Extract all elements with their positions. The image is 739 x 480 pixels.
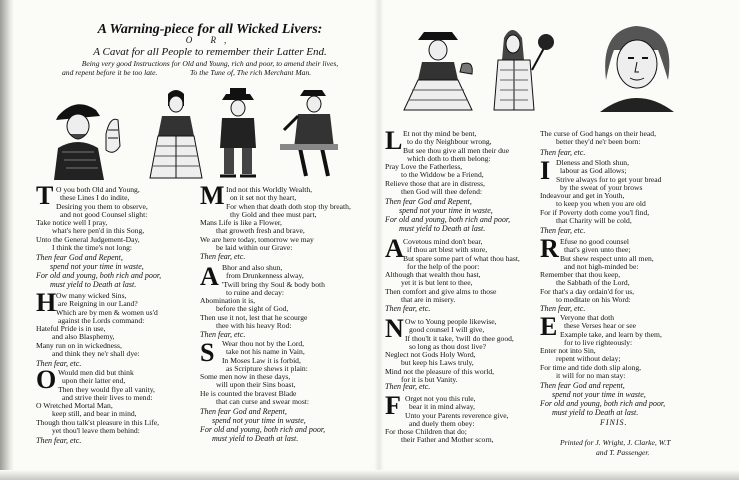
- stanza-6: [200, 340, 309, 406]
- verse-line: to the Widdow be a Friend,: [401, 170, 484, 180]
- verse-line: and duely them obey:: [409, 418, 475, 428]
- tune-line: To the Tune of, The rich Merchant Man.: [190, 68, 312, 77]
- verse-line: O you both Old and Young,: [56, 185, 140, 194]
- verse-line: But shew respect unto all men,: [560, 253, 654, 263]
- man-in-wig-portrait: [592, 20, 682, 112]
- verse-line: For time and tide doth slip along,: [540, 362, 642, 372]
- verse-line: so long as thou dost live?: [409, 341, 486, 351]
- drop-cap-h: H: [36, 288, 57, 317]
- verse-line: For if Poverty doth come you'l find,: [540, 207, 650, 217]
- chorus-line: must yield to Death at last.: [399, 224, 486, 233]
- drop-cap-a: A: [200, 262, 219, 291]
- verse-line: good counsel I will give,: [409, 325, 485, 335]
- verse-line: Ow to Young people likewise,: [405, 317, 497, 326]
- verse-line: Ind not this Worldly Wealth,: [226, 185, 313, 194]
- verse-line: to ruine and decay:: [226, 287, 284, 297]
- verse-line: yet thou'l leave them behind:: [52, 426, 140, 436]
- verse-line: and strive their lives to mend:: [62, 392, 153, 402]
- verse-line: Covetous mind don't bear,: [403, 237, 483, 246]
- verse-line: but keep his Laws truly,: [401, 358, 474, 368]
- verse-line: For those Children that do;: [385, 427, 467, 437]
- drop-cap-m: M: [200, 181, 225, 210]
- stanza-14: [540, 314, 662, 380]
- page-bottom-shadow: [0, 470, 739, 480]
- verse-line: yet it is but lent to thee,: [401, 278, 473, 288]
- verse-line: repent without delay;: [556, 354, 621, 364]
- praying-man-woodcut: [48, 86, 130, 180]
- drop-cap-o: O: [36, 365, 57, 394]
- verse-line: Orget not you this rule,: [405, 394, 476, 403]
- verse-line: that's given unto thee;: [564, 245, 631, 255]
- verse-line: from Drunkenness alway,: [226, 271, 304, 281]
- stanza-7: [385, 126, 510, 197]
- verse-line: to meditate on his Word:: [556, 295, 631, 305]
- stanza-13: [540, 234, 654, 305]
- verse-line: and think they ne'r shall dye:: [52, 349, 140, 359]
- imprint-line-2: and T. Passenger.: [596, 448, 650, 457]
- verse-line: Though thou talk'st pleasure in this Life,: [36, 417, 160, 427]
- verse-line: to do thy Neighbour wrong,: [407, 137, 492, 147]
- chorus-line: For old and young, both rich and poor,: [200, 425, 326, 434]
- drop-cap-a-2: A: [385, 234, 404, 263]
- refrain: Then fear, etc.: [540, 226, 586, 235]
- verse-line: I think the time's not long:: [52, 243, 133, 253]
- chorus-line: spend not your time in waste,: [399, 206, 493, 215]
- ballad-description: Being very good Instructions for Old and Young, rich and poor, to amend their lives,: [81, 59, 339, 68]
- verse-line: But spare some part of what thou hast,: [403, 253, 520, 263]
- verse-line: The curse of God hangs on their head,: [540, 129, 656, 138]
- verse-line: Neglect not Gods Holy Word,: [385, 350, 476, 360]
- verse-line: these Verses hear or see: [564, 321, 636, 331]
- verse-line: thee with his heavy Rod:: [216, 321, 292, 331]
- chorus: [385, 197, 510, 233]
- refrain: Then fear, etc.: [200, 330, 246, 339]
- verse-line: bear it in mind alway,: [409, 402, 475, 412]
- verse-line: as Scripture shews it plain:: [226, 363, 308, 373]
- verse-line: Take notice well I pray,: [36, 218, 108, 228]
- verse-line: that are in misery.: [401, 295, 456, 305]
- stanza-11-continued: [540, 130, 656, 147]
- verse-line: by the sweat of your brows: [560, 182, 643, 192]
- refrain: Then fear, etc.: [36, 436, 82, 445]
- chorus: [36, 253, 161, 289]
- gentleman-with-flower-woodcut: [486, 20, 562, 112]
- chorus-line: spend not your time in waste,: [50, 262, 144, 271]
- verse-line: better they'd ne'r been born:: [556, 137, 641, 147]
- drop-cap-t: T: [36, 181, 54, 210]
- verse-line: In Moses Law it is forbid,: [222, 355, 301, 365]
- verse-line: labour as God allows;: [560, 166, 627, 176]
- drop-cap-e: E: [540, 312, 558, 341]
- verse-line: that groweth fresh and brave,: [216, 226, 305, 236]
- chorus-line: For old and young, both rich and poor,: [385, 215, 511, 224]
- refrain: Then fear, etc.: [385, 304, 431, 313]
- stanza-3: [36, 365, 160, 436]
- refrain: Then fear, etc.: [540, 148, 586, 157]
- drop-cap-n: N: [385, 314, 404, 343]
- drop-cap-r: R: [540, 234, 559, 263]
- verse-line: for it is but Vanity.: [401, 375, 458, 385]
- title-or: O R,: [185, 35, 235, 45]
- verse-line: keep still, and bear in mind,: [52, 409, 137, 419]
- verse-line: will upon their Sins boast,: [216, 380, 296, 390]
- gentleman-woodcut: [278, 86, 342, 180]
- verse-line: But see thou give all men their due: [403, 145, 510, 155]
- verse-line: Strive always for to get your bread: [556, 174, 662, 184]
- verse-line: that can curse and swear most:: [216, 397, 309, 407]
- verse-line: their Father and Mother scorn,: [401, 435, 494, 445]
- chorus-line: Then fear God and repent,: [540, 381, 625, 390]
- verse-line: Example take, and learn by them,: [560, 329, 662, 339]
- lady-with-fan-woodcut: [398, 20, 478, 112]
- verse-line: to keep you when you are old: [556, 199, 646, 209]
- verse-line: Hateful Pride is in use,: [36, 324, 106, 334]
- verse-line: Efuse no good counsel: [560, 237, 629, 246]
- verse-line: take not his name in Vain,: [226, 347, 305, 357]
- verse-line: upon their latter end,: [62, 376, 126, 386]
- verse-line: For when that death doth stop thy breath,: [226, 201, 351, 211]
- refrain: Then fear, etc.: [36, 359, 82, 368]
- verse-line: the Sabbath of the Lord,: [556, 278, 630, 288]
- verse-line: Would men did but think: [58, 368, 134, 377]
- drop-cap-i: I: [540, 156, 551, 185]
- verse-line: it will for no man stay:: [556, 371, 626, 381]
- verse-line: thy Gold and thee must part,: [230, 209, 317, 219]
- verse-line: Some men now in these days,: [200, 372, 291, 382]
- stanza-4: [200, 186, 351, 252]
- verse-line: Relieve those that are in distress,: [385, 178, 485, 188]
- imprint-line-1: Printed for J. Wright, J. Clarke, W.T: [560, 438, 671, 447]
- verse-line: Unto your Parents reverence give,: [405, 410, 509, 420]
- chorus-line: For old and young, both rich and poor,: [540, 399, 666, 408]
- verse-line: Which are by men & women us'd: [56, 307, 158, 317]
- chorus-line: For old and young, both rich and poor,: [36, 271, 162, 280]
- verse-line: against the Lords command:: [58, 315, 145, 325]
- chorus-line: Then fear God and Repent,: [385, 197, 472, 206]
- verse-line: what's here pen'd in this Song,: [52, 226, 145, 236]
- verse-line: Then comfort and give alms to those: [385, 286, 497, 296]
- finis-mark: FINIS.: [600, 418, 628, 427]
- verse-line: 'Twill bring thy Soul & body both: [222, 279, 325, 289]
- verse-line: Ow many wicked Sins,: [56, 291, 127, 300]
- verse-line: Enter not into Sin,: [540, 346, 596, 356]
- ballad-subtitle: A Cavat for all People to remember their Latter End.: [93, 46, 327, 58]
- verse-line: Desiring you them to observe,: [56, 201, 148, 211]
- verse-line: Then use it not, lest that he scourge: [200, 312, 308, 322]
- ballad-title: A Warning-piece for all Wicked Livers:: [97, 22, 323, 37]
- verse-line: if thou art blest with store,: [407, 245, 488, 255]
- stanza-8: [385, 234, 520, 305]
- verse-line: which doth to them belong:: [407, 153, 491, 163]
- verse-line: Many run on in wickedness,: [36, 340, 122, 350]
- chorus-line: must yield to Death at last.: [50, 280, 137, 289]
- verse-line: Dleness and Sloth shun,: [556, 158, 629, 167]
- verse-line: on it set not thy heart,: [230, 193, 297, 203]
- stanza-1: [36, 186, 148, 252]
- verse-line: and not good Counsel slight:: [60, 209, 148, 219]
- verse-line: Bhor and also shun,: [222, 263, 283, 272]
- verse-line: For that's a day ordain'd for us,: [540, 286, 635, 296]
- man-in-hat-woodcut: [210, 86, 266, 180]
- chorus-line: Then fear God and Repent,: [36, 253, 123, 262]
- refrain: Then fear, etc.: [385, 382, 431, 391]
- stanza-9: [385, 314, 514, 385]
- drop-cap-l: L: [385, 126, 403, 155]
- verse-line: Remember that thou keep,: [540, 270, 621, 280]
- stanza-5: [200, 264, 325, 330]
- chorus-line: must yield to Death at last.: [552, 408, 639, 417]
- verse-line: and not high-minded be:: [564, 261, 639, 271]
- stanza-2: [36, 288, 158, 359]
- chorus: [200, 407, 325, 443]
- verse-line: Unto the General Judgement-Day,: [36, 234, 140, 244]
- verse-line: for to live righteously:: [564, 337, 633, 347]
- stanza-10: [385, 391, 509, 445]
- refrain: Then fear, etc.: [200, 252, 246, 261]
- verse-line: We are here today, tomorrow we may: [200, 234, 314, 244]
- verse-line: are Reigning in our Land?: [58, 299, 138, 309]
- verse-line: that Charity will be cold,: [556, 216, 632, 226]
- verse-line: and also Blasphemy,: [52, 332, 115, 342]
- verse-line: Although that wealth thou hast,: [385, 270, 481, 280]
- verse-line: Wear thou not by the Lord,: [222, 339, 305, 348]
- verse-line: be laid within our Grave:: [216, 243, 293, 253]
- ballad-description-2: and repent before it be too late.: [62, 68, 158, 77]
- verse-line: for the help of the poor:: [407, 261, 480, 271]
- chorus: [540, 381, 665, 417]
- verse-line: He is counted the bravest Blade: [200, 388, 297, 398]
- verse-line: Mind not the pleasure of this world,: [385, 366, 495, 376]
- verse-line: Indeavour and get in Youth,: [540, 191, 625, 201]
- drop-cap-f: F: [385, 391, 401, 420]
- verse-line: Et not thy mind be bent,: [403, 129, 477, 138]
- chorus-line: must yield to Death at last.: [212, 434, 299, 443]
- refrain: Then fear, etc.: [540, 304, 586, 313]
- verse-line: these Lines I do indite,: [60, 193, 130, 203]
- stanza-12: [540, 156, 662, 226]
- verse-line: Veryone that doth: [560, 313, 614, 322]
- verse-line: Pray Love the Fatherless,: [385, 162, 463, 172]
- verse-line: Mans Life is like a Flower,: [200, 218, 282, 228]
- verse-line: O Wretched Mortal Man,: [36, 401, 113, 411]
- page-edge-shadow: [0, 0, 14, 480]
- verse-line: before the sight of God,: [216, 304, 289, 314]
- chorus-line: Then fear God and Repent,: [200, 407, 287, 416]
- verse-line: If thou'lt it take, 'twill do thee good,: [405, 333, 514, 343]
- page-gutter: [374, 0, 384, 480]
- chorus-line: spend not your time in waste,: [552, 390, 646, 399]
- drop-cap-s: S: [200, 338, 215, 367]
- lady-woodcut: [148, 86, 204, 180]
- verse-line: Then they would flye all vanity,: [58, 384, 155, 394]
- chorus-line: spend not your time in waste,: [212, 416, 306, 425]
- verse-line: then God will thee defend:: [401, 187, 482, 197]
- verse-line: Abomination it is,: [200, 296, 256, 306]
